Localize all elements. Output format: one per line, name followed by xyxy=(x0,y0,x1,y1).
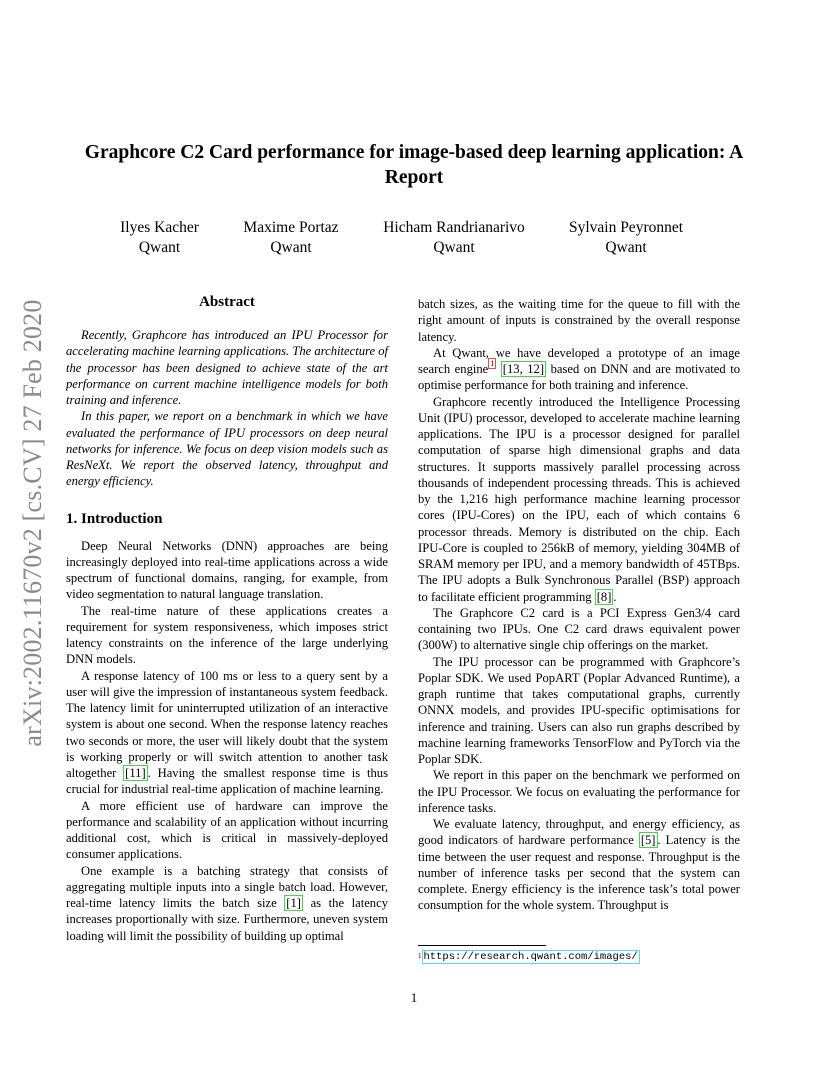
author-1 xyxy=(82,218,237,258)
text-run: A response latency of 100 ms or less to a query sent by a user will give the impression of instantaneous system feedback. The latency limit for uninterrupted utilization of an interactive system is about one second. When the response latency reaches two seconds or more, the user will likely doubt that the system is working properly or will switch attention to another task altogether xyxy=(66,668,388,780)
author-name: Ilyes Kacher xyxy=(120,219,199,236)
text-run: . Having the smallest response time is thus crucial for industrial real-time application of machine learning. xyxy=(66,766,389,797)
left-column xyxy=(66,293,388,944)
citation-link[interactable]: [11] xyxy=(125,766,146,780)
text-run: based on DNN and are motivated to optimise performance for both training and inference. xyxy=(418,362,740,393)
footnote-link[interactable]: 1 xyxy=(490,359,495,368)
footnote-text xyxy=(418,950,740,964)
author-affiliation: Qwant xyxy=(138,239,181,256)
body-paragraph: Deep Neural Networks (DNN) approaches are being increasingly deployed into real-time applications across a wide spectrum of functional domains, ranging, for example, from video segmentation to natural language translation. xyxy=(66,538,388,602)
paper-title: Graphcore C2 Card performance for image-based deep learning application: A Report xyxy=(84,142,744,188)
body-paragraph: A more efficient use of hardware can improve the performance and scalability of an application without incurring additional cost, which is critical in massively-deployed consumer applications. xyxy=(66,798,388,862)
body-paragraph: The real-time nature of these applications creates a requirement for system responsiveness, which imposes strict latency constraints on the inference of the large underlying DNN models. xyxy=(66,603,388,667)
abstract-paragraph: Recently, Graphcore has introduced an IPU Processor for accelerating machine learning applications. The architecture of the processor has been designed to achieve state of the art performance on current machine intelligence models for both training and inference. xyxy=(66,328,388,407)
arxiv-stamp xyxy=(18,285,47,760)
text-run: Graphcore recently introduced the Intelligence Processing Unit (IPU) processor, developed to accelerate machine learning applications. The IPU is a processor designed for parallel computation of sparse high dimensional graphs and data structures. It supports massively parallel processing across thousands of independent processing threads. This is achieved by the 1,216 high performance machine learning processor cores (IPU-Cores) on the IPU, each of which contains 6 processor threads. Memory is distributed on the chip. Each IPU-Core is coupled to 256kB of memory, yielding 304MB of SRAM memory per IPU, and a memory bandwidth of 45TBps. The IPU adopts a Bulk Synchronous Parallel (BSP) approach to facilitate efficient programming xyxy=(418,394,740,604)
author-name: Sylvain Peyronnet xyxy=(568,219,684,236)
body-paragraph xyxy=(418,345,740,394)
text-run: We evaluate latency, throughput, and energy efficiency, as good indicators of hardware performance xyxy=(418,817,740,848)
body-paragraph xyxy=(418,394,740,605)
footnote-url-link[interactable]: https://research.qwant.com/images/ xyxy=(423,951,638,963)
body-paragraph: The Graphcore C2 card is a PCI Express Gen3/4 card containing two IPUs. One C2 card draws equivalent power (300W) to alternative single chip offerings on the market. xyxy=(418,605,740,653)
abstract-heading: Abstract xyxy=(199,294,255,310)
citation-link[interactable]: [8] xyxy=(596,589,612,604)
body-paragraph xyxy=(66,668,388,798)
body-paragraph: batch sizes, as the waiting time for the queue to fill with the right amount of inputs is constrained by the overall response latency. xyxy=(418,297,740,344)
text-run: At Qwant, we have developed a prototype of an image search engine xyxy=(418,345,740,376)
body-paragraph: We report in this paper on the benchmark we performed on the IPU Processor. We focus on evaluating the performance for inference tasks. xyxy=(418,768,740,815)
author-3 xyxy=(372,218,536,258)
arxiv-stamp-text: arXiv:2002.11670v2 [cs.CV] 27 Feb 2020 xyxy=(18,298,47,747)
footnote-mark: 1 xyxy=(418,952,422,960)
citation-link[interactable]: [13, 12] xyxy=(502,362,545,376)
author-4 xyxy=(556,218,696,258)
text-run: as the latency increases proportionally with size. Furthermore, uneven system loading will limit the possibility of building up optimal xyxy=(66,896,388,943)
right-column xyxy=(418,296,740,914)
abstract-paragraph: In this paper, we report on a benchmark in which we have evaluated the performance of IPU processors on deep neural networks for inference. We focus on deep vision models such as ResNeXt. We report the observed latency, throughput and energy efficiency. xyxy=(66,409,388,489)
author-affiliation: Qwant xyxy=(270,239,312,256)
text-run: One example is a batching strategy that consists of aggregating multiple inputs into a single batch load. However, real-time latency limits the batch size xyxy=(66,863,388,910)
body-paragraph xyxy=(418,816,740,914)
author-affiliation: Qwant xyxy=(605,239,647,256)
text-run: . xyxy=(613,589,617,604)
citation-link[interactable]: [1] xyxy=(286,896,301,910)
abstract xyxy=(66,293,388,490)
body-paragraph: The IPU processor can be programmed with Graphcore’s Poplar SDK. We used PopART (Poplar Advanced Runtime), a graph runtime that takes computational graphs, currently ONNX models, and provides IPU-specific optimisations for inference and training. Users can also run graphs described by machine learning frameworks TensorFlow and PyTorch via the Poplar SDK. xyxy=(418,654,740,766)
author-affiliation: Qwant xyxy=(433,239,475,256)
footnote-rule xyxy=(418,945,546,946)
author-name: Maxime Portaz xyxy=(243,219,339,236)
section-heading: 1. Introduction xyxy=(66,510,163,527)
author-name: Hicham Randrianarivo xyxy=(383,219,525,236)
page-number: 1 xyxy=(410,990,418,1005)
body-paragraph xyxy=(66,863,388,944)
footnote xyxy=(418,945,740,964)
text-run: . Latency is the time between the user request and response. Throughput is the number of inference tasks per second that the system can complete. Energy efficiency is the inference task’s total power consumption for the whole system. Throughput is xyxy=(418,833,740,913)
author-2 xyxy=(217,218,365,258)
citation-link[interactable]: [5] xyxy=(640,833,656,848)
